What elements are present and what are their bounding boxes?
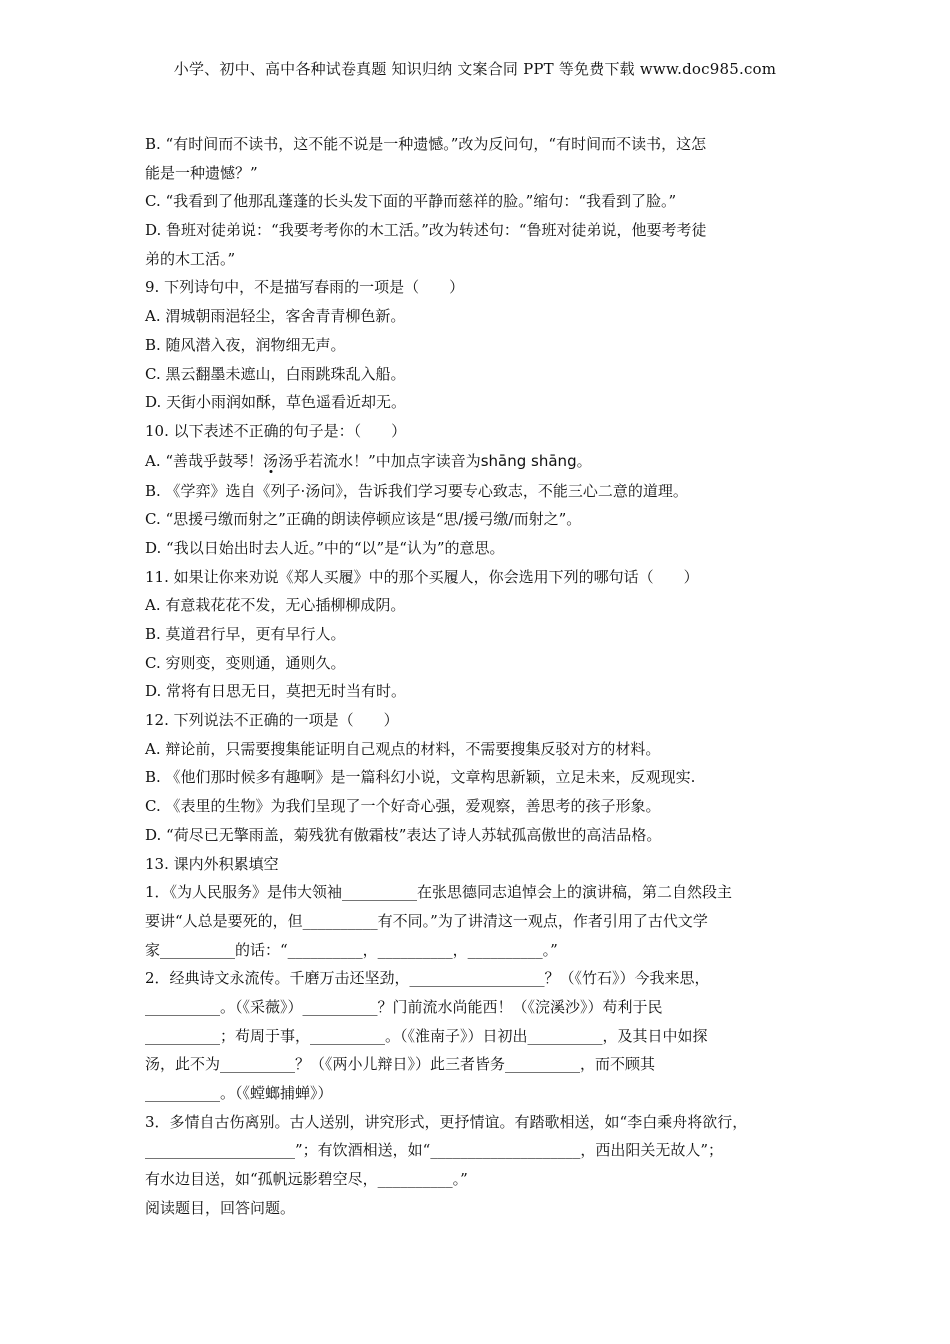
q10-pinyin: shāng shāng [480, 451, 577, 470]
q10-option-a-end: 。 [576, 451, 592, 470]
q8-option-d-line1: D. 鲁班对徒弟说：“我要考考你的木工活。”改为转述句：“鲁班对徒弟说，他要考考徒 [145, 221, 707, 240]
q10-option-a-middle: 汤乎若流水！”中加点字读音为 [278, 451, 481, 470]
q10-dotted-char: 汤 [263, 451, 279, 470]
q13-part1-line2: 要讲“人总是要死的，但__________有不同。”为了讲清这一观点，作者引用了古代文学 [145, 911, 708, 930]
q9-option-c: C. 黑云翻墨未遮山，白雨跳珠乱入船。 [145, 364, 406, 383]
q11-option-d: D. 常将有日思无日，莫把无时当有时。 [145, 682, 407, 701]
q13-part1-line3: 家__________的话：“__________，__________，__________。” [145, 940, 558, 959]
document-body [145, 130, 813, 1222]
q11-stem: 11. 如果让你来劝说《郑人买履》中的那个买履人，你会选用下列的哪句话（ ） [145, 567, 699, 586]
q11-option-a: A. 有意栽花花不发，无心插柳柳成阴。 [145, 596, 406, 615]
q13-part2-line2: __________。（《采薇》）__________？门前流水尚能西！（《浣溪沙》）苟利于民 [145, 997, 663, 1016]
page-header: 小学、初中、高中各种试卷真题 知识归纳 文案合同 PPT 等免费下载 www.doc985.com [173, 60, 777, 78]
q9-stem: 9. 下列诗句中，不是描写春雨的一项是（ ） [145, 278, 465, 297]
q12-option-a: A. 辩论前，只需要搜集能证明自己观点的材料，不需要搜集反驳对方的材料。 [145, 739, 661, 758]
q9-option-b: B. 随风潜入夜，润物细无声。 [145, 335, 346, 354]
q8-option-b-line2: 能是一种遗憾？” [145, 163, 258, 182]
q13-part2-line4: 汤，此不为__________？（《两小儿辩日》）此三者皆务__________，而不顾其 [145, 1055, 656, 1074]
q12-option-c: C. 《表里的生物》为我们呈现了一个好奇心强，爱观察，善思考的孩子形象。 [145, 797, 661, 816]
q8-option-b-line1: B. “有时间而不读书，这不能不说是一种遗憾。”改为反问句，“有时间而不读书，这怎 [145, 135, 707, 153]
q12-option-b: B. 《他们那时候多有趣啊》是一篇科幻小说，文章构思新颖，立足未来，反观现实. [145, 768, 696, 787]
q9-option-d: D. 天街小雨润如酥，草色遥看近却无。 [145, 393, 407, 412]
q13-stem: 13. 课内外积累填空 [145, 854, 279, 873]
q10-option-c: C. “思援弓缴而射之”正确的朗读停顿应该是“思/援弓缴/而射之”。 [145, 510, 582, 529]
q9-option-a: A. 渭城朝雨浥轻尘，客舍青青柳色新。 [145, 307, 406, 326]
reading-prompt: 阅读题目，回答问题。 [145, 1198, 296, 1217]
q13-part1-line1: 1．《为人民服务》是伟大领袖__________在张思德同志追悼会上的演讲稿，第二自然段主 [145, 883, 733, 902]
q13-part2-line1: 2．经典诗文永流传。千磨万击还坚劲，__________________？（《竹石》）今我来思， [145, 969, 710, 988]
q13-part3-line2: ____________________”；有饮酒相送，如“____________________，西出阳关无故人”； [145, 1141, 724, 1160]
q8-option-d-line2: 弟的木工活。” [145, 249, 236, 268]
q10-stem: 10. 以下表述不正确的句子是：（ ） [145, 421, 407, 440]
q10-option-b: B. 《学弈》选自《列子·汤问》，告诉我们学习要专心致志，不能三心二意的道理。 [145, 481, 688, 500]
q13-part3-line1: 3．多情自古伤离别。古人送别，讲究形式，更抒情谊。有踏歌相送，如“李白乘舟将欲行， [145, 1112, 748, 1131]
q11-option-b: B. 莫道君行早，更有早行人。 [145, 625, 346, 643]
q10-option-a-prefix: A. “善哉乎鼓琴！ [145, 451, 264, 470]
q8-option-c: C. “我看到了他那乱蓬蓬的长头发下面的平静而慈祥的脸。”缩句：“我看到了脸。” [145, 192, 677, 211]
q10-option-d: D. “我以日始出时去人近。”中的“以”是“认为”的意思。 [145, 538, 505, 557]
q10-option-a [145, 446, 813, 477]
q13-part3-line3: 有水边目送，如“孤帆远影碧空尽，__________。” [145, 1170, 468, 1189]
q11-option-c: C. 穷则变，变则通，通则久。 [145, 653, 346, 672]
q12-stem: 12. 下列说法不正确的一项是（ ） [145, 711, 399, 730]
q12-option-d: D. “荷尽已无擎雨盖，菊残犹有傲霜枝”表达了诗人苏轼孤高傲世的高洁品格。 [145, 825, 662, 844]
q13-part2-line3: __________；苟周于事，__________。（《淮南子》）日初出__________，及其日中如探 [145, 1026, 708, 1045]
q13-part2-line5: __________。（《螳螂捕蝉》） [145, 1084, 333, 1102]
